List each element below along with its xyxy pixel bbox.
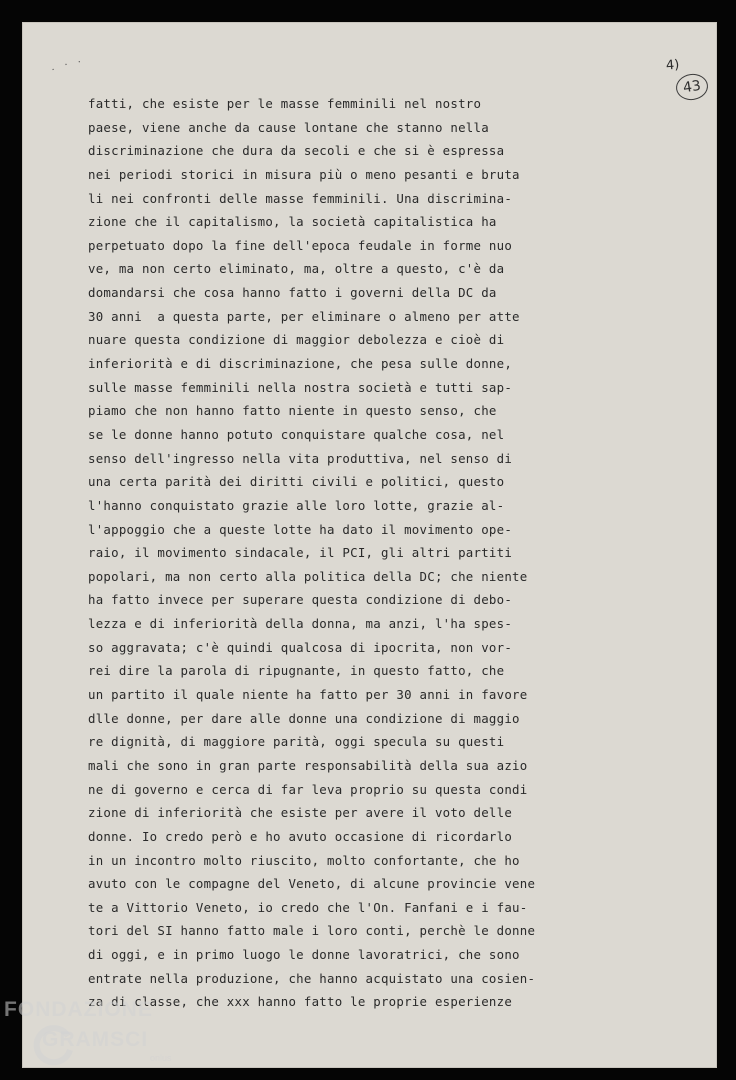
text-line: se le donne hanno potuto conquistare qualche cosa, nel xyxy=(88,426,505,442)
text-line: sulle masse femminili nella nostra società e tutti sap- xyxy=(88,379,513,395)
archive-number-stamp: 43 xyxy=(674,72,709,102)
typewritten-page xyxy=(22,22,717,1068)
text-line: una certa parità dei diritti civili e politici, questo xyxy=(88,474,505,490)
text-line: re dignità, di maggiore parità, oggi specula su questi xyxy=(88,734,505,750)
text-line: raio, il movimento sindacale, il PCI, gli altri partiti xyxy=(88,545,513,561)
text-line: di oggi, e in primo luogo le donne lavoratrici, che sono xyxy=(88,947,520,963)
text-line: domandarsi che cosa hanno fatto i governi della DC da xyxy=(88,285,497,301)
watermark-line1: FONDAZIONE xyxy=(4,998,153,1021)
text-line: in un incontro molto riuscito, molto confortante, che ho xyxy=(88,852,520,868)
text-line: zione che il capitalismo, la società capitalistica ha xyxy=(88,214,497,230)
text-line: perpetuato dopo la fine dell'epoca feudale in forme nuo xyxy=(88,237,513,253)
text-line: dlle donne, per dare alle donne una condizione di maggio xyxy=(88,710,520,726)
fondazione-gramsci-watermark xyxy=(4,998,184,1080)
watermark-suffix: onlus xyxy=(150,1053,172,1063)
text-line: lezza e di inferiorità della donna, ma anzi, l'ha spes- xyxy=(88,616,513,632)
text-line: piamo che non hanno fatto niente in questo senso, che xyxy=(88,403,497,419)
text-line: rei dire la parola di ripugnante, in questo fatto, che xyxy=(88,663,505,679)
text-line: senso dell'ingresso nella vita produttiva, nel senso di xyxy=(88,450,513,466)
text-line: te a Vittorio Veneto, io credo che l'On. Fanfani e i fau- xyxy=(88,899,528,915)
text-line: inferiorità e di discriminazione, che pesa sulle donne, xyxy=(88,356,513,372)
text-line: l'appoggio che a queste lotte ha dato il movimento ope- xyxy=(88,521,513,537)
text-line: popolari, ma non certo alla politica della DC; che niente xyxy=(88,568,528,584)
body-text xyxy=(88,92,698,1014)
page-number: 4) xyxy=(665,57,680,74)
text-line: avuto con le compagne del Veneto, di alcune provincie vene xyxy=(88,876,536,892)
text-line: zione di inferiorità che esiste per avere il voto delle xyxy=(88,805,513,821)
text-line: so aggravata; c'è quindi qualcosa di ipocrita, non vor- xyxy=(88,639,513,655)
text-line: entrate nella produzione, che hanno acquistato una cosien- xyxy=(88,970,536,986)
text-line: li nei confronti delle masse femminili. Una discrimina- xyxy=(88,190,513,206)
text-line: ve, ma non certo eliminato, ma, oltre a questo, c'è da xyxy=(88,261,505,277)
text-line: tori del SI hanno fatto male i loro conti, perchè le donne xyxy=(88,923,536,939)
text-line: 30 anni a questa parte, per eliminare o almeno per atte xyxy=(88,308,520,324)
text-line: discriminazione che dura da secoli e che si è espressa xyxy=(88,143,505,159)
text-line: nuare questa condizione di maggior debolezza e cioè di xyxy=(88,332,505,348)
text-line: mali che sono in gran parte responsabilità della sua azio xyxy=(88,757,528,773)
text-line: ne di governo e cerca di far leva proprio su questa condi xyxy=(88,781,528,797)
text-line: donne. Io credo però e ho avuto occasione di ricordarlo xyxy=(88,828,513,844)
text-line: ha fatto invece per superare questa condizione di debo- xyxy=(88,592,513,608)
text-line: paese, viene anche da cause lontane che stanno nella xyxy=(88,119,489,135)
text-line: za di classe, che xxx hanno fatto le proprie esperienze xyxy=(88,994,513,1010)
text-line: fatti, che esiste per le masse femminili nel nostro xyxy=(88,96,482,111)
text-line: un partito il quale niente ha fatto per 30 anni in favore xyxy=(88,687,528,703)
watermark-line2: GRAMSCI xyxy=(42,1028,149,1051)
text-line: nei periodi storici in misura più o meno pesanti e bruta xyxy=(88,166,520,182)
text-line: l'hanno conquistato grazie alle loro lotte, grazie al- xyxy=(88,497,505,513)
paper-specks: . · · xyxy=(49,56,85,73)
